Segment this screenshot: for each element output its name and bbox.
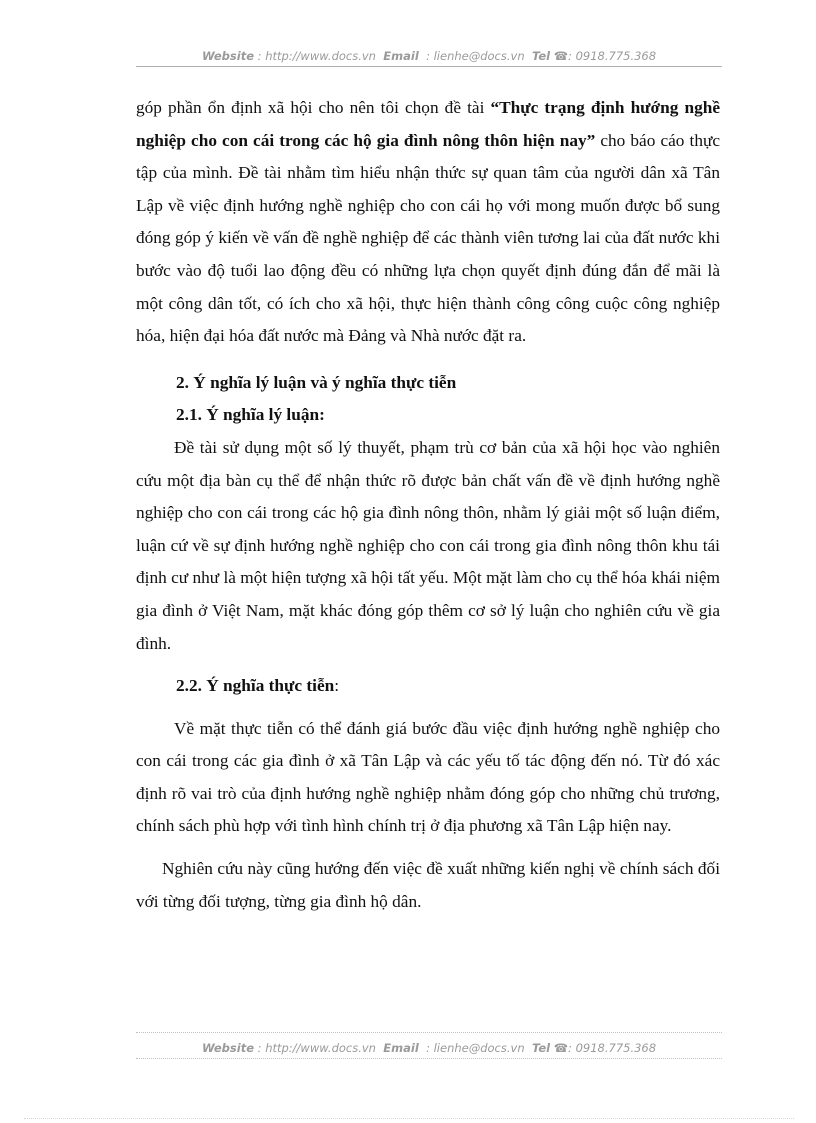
footer-website-link[interactable]: : http://www.docs.vn <box>257 1041 376 1055</box>
footer-email-label: Email <box>383 1041 419 1055</box>
header-rule <box>136 66 722 67</box>
intro-text-start: góp phần ổn định xã hội cho nên tôi chọn đề tài <box>136 98 491 117</box>
header-email-label: Email <box>383 49 419 63</box>
header-tel-value: : 0918.775.368 <box>568 49 657 63</box>
paragraph-practice: Về mặt thực tiễn có thể đánh giá bước đầu việc định hướng nghề nghiệp cho con cái trong các gia đình ở xã Tân Lập và các yếu tố tác động đến nó. Từ đó xác định rõ vai trò của định hướng nghề nghiệp nhằm đóng góp cho những chủ trương, chính sách phù hợp với tình hình chính trị ở địa phương xã Tân Lập hiện nay. <box>136 718 720 836</box>
paragraph-recommendation: Nghiên cứu này cũng hướng đến việc đề xuất những kiến nghị về chính sách đối với từng đối tượng, từng gia đình hộ dân. <box>136 859 720 911</box>
topic-title: “Thực trạng định hướng nghề nghiệp cho con cái trong các hộ gia đình nông thôn hiện nay” <box>136 98 721 150</box>
heading-2-2-colon: : <box>334 676 340 696</box>
header-website-label: Website <box>201 49 255 63</box>
footer-email-link[interactable]: : lienhe@docs.vn <box>426 1041 525 1055</box>
heading-section-2-2 <box>136 670 720 703</box>
footer-tel-value: : 0918.775.368 <box>568 1041 657 1055</box>
header-website-link[interactable]: : http://www.docs.vn <box>257 49 376 63</box>
intro-text-end: cho báo cáo thực tập của mình. Đề tài nhằm tìm hiểu nhận thức sự quan tâm của người dân xã Tân Lập về việc định hướng nghề nghiệp cho con cái họ với mong muốn được bổ sung đóng góp ý kiến về vấn đề nghề nghiệp để các thành viên tương lai của đất nước khi bước vào độ tuổi lao động đều có những lựa chọn quyết định đúng đắn để mãi là một công dân tốt, có ích cho xã hội, thực hiện thành công công cuộc công nghiệp hóa, hiện đại hóa đất nước mà Đảng và Nhà nước đặt ra. <box>136 130 720 346</box>
heading-section-2: 2. Ý nghĩa lý luận và ý nghĩa thực tiễn <box>176 372 457 392</box>
footer-tel-label: Tel <box>531 1041 551 1055</box>
paragraph-intro <box>136 92 720 353</box>
heading-section-2-1: 2.1. Ý nghĩa lý luận: <box>176 405 325 425</box>
phone-icon: ☎ <box>553 1041 569 1055</box>
page-header <box>136 49 722 63</box>
document-body <box>136 92 720 918</box>
page-footer <box>136 1041 722 1055</box>
phone-icon: ☎ <box>553 49 569 63</box>
header-email-link[interactable]: : lienhe@docs.vn <box>426 49 525 63</box>
footer-website-label: Website <box>201 1041 255 1055</box>
footer-rule <box>136 1032 722 1033</box>
header-tel-label: Tel <box>531 49 551 63</box>
paragraph-theory: Đề tài sử dụng một số lý thuyết, phạm trù cơ bản của xã hội học vào nghiên cứu một địa bàn cụ thể để nhận thức rõ được bản chất vấn đề về định hướng nghề nghiệp cho con cái trong các hộ gia đình nông thôn, nhằm lý giải một số luận điểm, luận cứ về sự định hướng nghề nghiệp cho con cái trong gia đình nông thôn khu tái định cư như là một hiện tượng xã hội tất yếu. Một mặt làm cho cụ thể hóa khái niệm gia đình ở Việt Nam, mặt khác đóng góp thêm cơ sở lý luận cho nghiên cứu về gia đình. <box>136 437 720 653</box>
heading-2-2-text: 2.2. Ý nghĩa thực tiễn <box>176 676 335 696</box>
page-bottom-border <box>24 1118 794 1119</box>
footer-rule-bottom <box>136 1058 722 1059</box>
